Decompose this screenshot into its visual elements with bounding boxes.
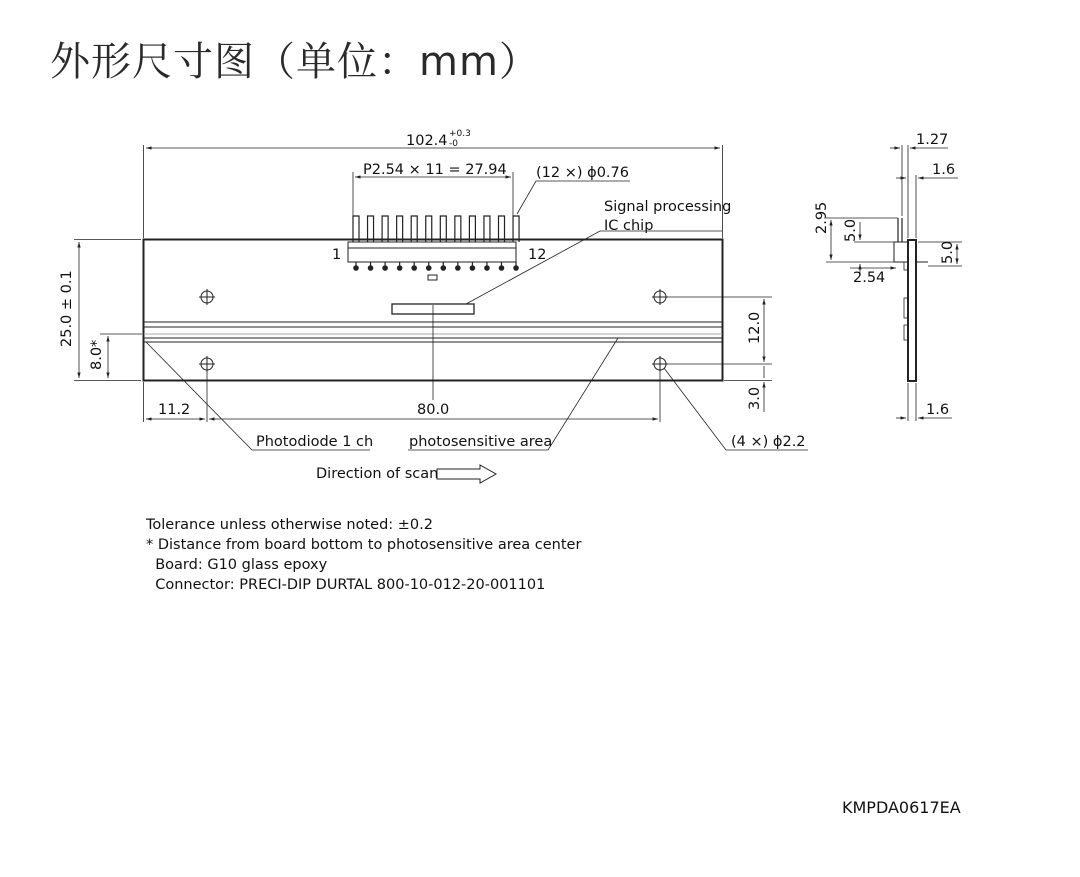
- connector-pin-end: [456, 266, 460, 270]
- connector-pin: [353, 216, 359, 242]
- front-view-labels: [59, 129, 806, 482]
- connector-pin: [469, 216, 475, 242]
- connector-pin-end: [412, 266, 416, 270]
- connector-pin-end: [470, 266, 474, 270]
- note-line: Connector: PRECI-DIP DURTAL 800-10-012-20-001101: [146, 577, 546, 593]
- right-dim-2: 3.0: [747, 386, 763, 410]
- scan-arrow-icon: [437, 465, 496, 483]
- connector-pin-end: [427, 266, 431, 270]
- photodiode-label: Photodiode 1 ch: [256, 434, 374, 450]
- side-dim-left-2: 5.0: [843, 218, 859, 242]
- side-view: [826, 145, 962, 421]
- pin-last: 12: [528, 247, 547, 263]
- side-dim-bottom: 1.6: [926, 402, 950, 418]
- side-view-labels: [814, 132, 956, 418]
- connector-pin-end: [514, 266, 518, 270]
- ic-label-1: Signal processing: [604, 199, 732, 215]
- note-line: Board: G10 glass epoxy: [146, 557, 328, 573]
- side-dim-mid: 2.54: [853, 270, 886, 286]
- connector-pin: [382, 216, 388, 242]
- connector-pin: [411, 216, 417, 242]
- center-dim: 8.0*: [89, 339, 105, 370]
- connector-pin-end: [485, 266, 489, 270]
- connector-pin: [368, 216, 374, 242]
- connector-pin: [455, 216, 461, 242]
- note-line: * Distance from board bottom to photosensitive area center: [146, 537, 582, 553]
- connector-pin: [499, 216, 505, 242]
- height-dim: 25.0 ± 0.1: [59, 270, 75, 347]
- hole-label: (4 ×) ϕ2.2: [731, 434, 806, 450]
- connector-pin-end: [499, 266, 503, 270]
- page-title: 外形尺寸图（单位：mm）: [50, 39, 540, 85]
- connector-pin: [426, 216, 432, 242]
- connector-pin-end: [354, 266, 358, 270]
- scan-label: Direction of scan: [316, 466, 439, 482]
- notes: [146, 515, 581, 595]
- connector-pin-end: [368, 266, 372, 270]
- side-dim-top-2: 1.6: [932, 162, 956, 178]
- bottom-dim-2: 80.0: [417, 402, 450, 418]
- note-line: Tolerance unless otherwise noted: ±0.2: [146, 517, 433, 533]
- pin-first: 1: [332, 247, 342, 263]
- pitch-dim: P2.54 × 11 = 27.94: [363, 162, 507, 178]
- side-dim-right: 5.0: [940, 240, 956, 264]
- bottom-dim-1: 11.2: [158, 402, 191, 418]
- ic-label-2: IC chip: [604, 218, 654, 234]
- right-dim-1: 12.0: [747, 311, 763, 344]
- connector: [348, 242, 516, 262]
- side-board: [908, 240, 916, 381]
- side-dim-top-1: 1.27: [916, 132, 949, 148]
- width-dim: 102.4: [406, 133, 448, 149]
- connector-pin-end: [383, 266, 387, 270]
- connector-pin: [440, 216, 446, 242]
- connector-pin: [513, 216, 519, 242]
- connector-pin: [397, 216, 403, 242]
- area-label: photosensitive area: [409, 434, 553, 450]
- connector-pin-end: [441, 266, 445, 270]
- width-tol-plus: +0.3: [449, 129, 471, 139]
- width-tol-minus: -0: [449, 139, 458, 149]
- mount-hole-icon: [199, 289, 668, 372]
- front-view: [74, 145, 808, 483]
- drawing-code: KMPDA0617EA: [842, 798, 961, 817]
- side-dim-left-1: 2.95: [814, 201, 830, 234]
- connector-pin-end: [397, 266, 401, 270]
- connector-pin: [484, 216, 490, 242]
- pin-dim: (12 ×) ϕ0.76: [536, 165, 629, 181]
